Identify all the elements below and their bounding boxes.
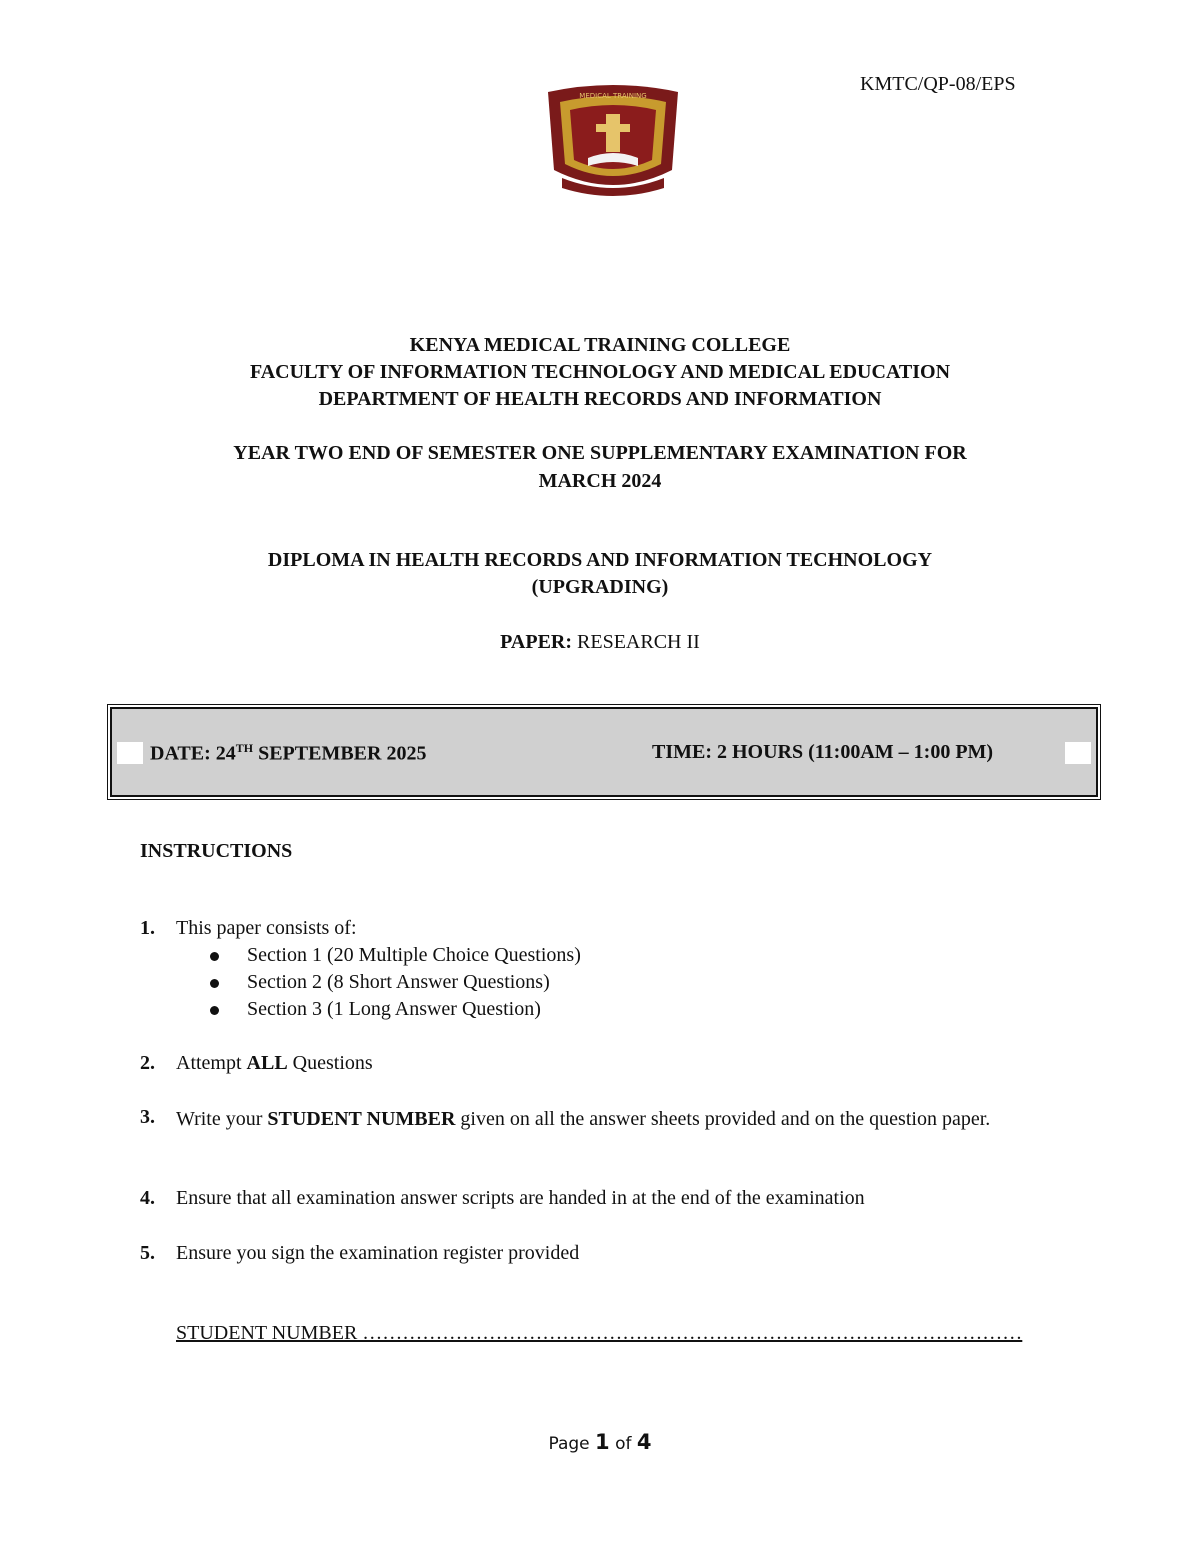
item2-bold: ALL <box>246 1052 288 1074</box>
date-prefix: DATE: 24 <box>150 742 236 765</box>
exam-title-line2: MARCH 2024 <box>538 470 662 492</box>
paper-label: PAPER: <box>500 631 573 653</box>
department-name: DEPARTMENT OF HEALTH RECORDS AND INFORMATION <box>318 388 882 410</box>
footer-page-number: 1 <box>595 1430 610 1454</box>
date-time-box <box>110 707 1098 797</box>
college-crest-logo <box>540 80 686 202</box>
college-name: KENYA MEDICAL TRAINING COLLEGE <box>409 334 791 356</box>
paper-value: RESEARCH II <box>577 631 700 653</box>
item2-pre: Attempt <box>176 1052 247 1074</box>
item1-number: 1. <box>140 917 155 939</box>
item3-post: given on all the answer sheets provided and on the question paper. <box>455 1108 991 1130</box>
item2-number: 2. <box>140 1052 155 1074</box>
item4-number: 4. <box>140 1187 155 1209</box>
date-superscript: TH <box>235 741 254 755</box>
bullet-icon <box>210 979 219 988</box>
document-code: KMTC/QP-08/EPS <box>860 73 1016 95</box>
faculty-name: FACULTY OF INFORMATION TECHNOLOGY AND MEDICAL EDUCATION <box>249 361 951 383</box>
paper-line <box>0 629 1200 656</box>
item5-number: 5. <box>140 1242 155 1264</box>
date-suffix: SEPTEMBER 2025 <box>253 742 427 765</box>
item4-text: Ensure that all examination answer scripts are handed in at the end of the examination <box>176 1187 865 1209</box>
exam-title-line1: YEAR TWO END OF SEMESTER ONE SUPPLEMENTARY EXAMINATION FOR <box>233 442 967 464</box>
footer-of-word: of <box>609 1434 637 1454</box>
logo-text: MEDICAL TRAINING <box>579 92 647 100</box>
footer-page-total: 4 <box>636 1430 652 1454</box>
item3-text <box>176 1106 1058 1133</box>
box-marker-left <box>117 742 143 764</box>
section3-item: Section 3 (1 Long Answer Question) <box>247 998 541 1020</box>
bullet-icon <box>210 952 219 961</box>
instructions-heading: INSTRUCTIONS <box>140 840 293 862</box>
item2-post: Questions <box>287 1052 373 1074</box>
student-number-line: STUDENT NUMBER ……………………………………………………………………………………… <box>176 1322 1023 1344</box>
exam-time: TIME: 2 HOURS (11:00AM – 1:00 PM) <box>652 741 994 763</box>
item3-number: 3. <box>140 1106 155 1128</box>
item2-text <box>176 1052 373 1075</box>
bullet-icon <box>210 1006 219 1015</box>
item3-bold: STUDENT NUMBER <box>267 1108 456 1130</box>
section1-item: Section 1 (20 Multiple Choice Questions) <box>247 944 581 966</box>
section2-item: Section 2 (8 Short Answer Questions) <box>247 971 550 993</box>
diploma-title-line2: (UPGRADING) <box>531 576 669 598</box>
footer-page-word: Page <box>548 1434 596 1454</box>
item1-text: This paper consists of: <box>176 917 357 939</box>
page-footer <box>0 1430 1200 1454</box>
exam-date <box>150 741 426 766</box>
item3-pre: Write your <box>176 1108 268 1130</box>
diploma-title-line1: DIPLOMA IN HEALTH RECORDS AND INFORMATION TECHNOLOGY <box>267 549 933 571</box>
item5-text: Ensure you sign the examination register provided <box>176 1242 580 1264</box>
box-marker-right <box>1065 742 1091 764</box>
